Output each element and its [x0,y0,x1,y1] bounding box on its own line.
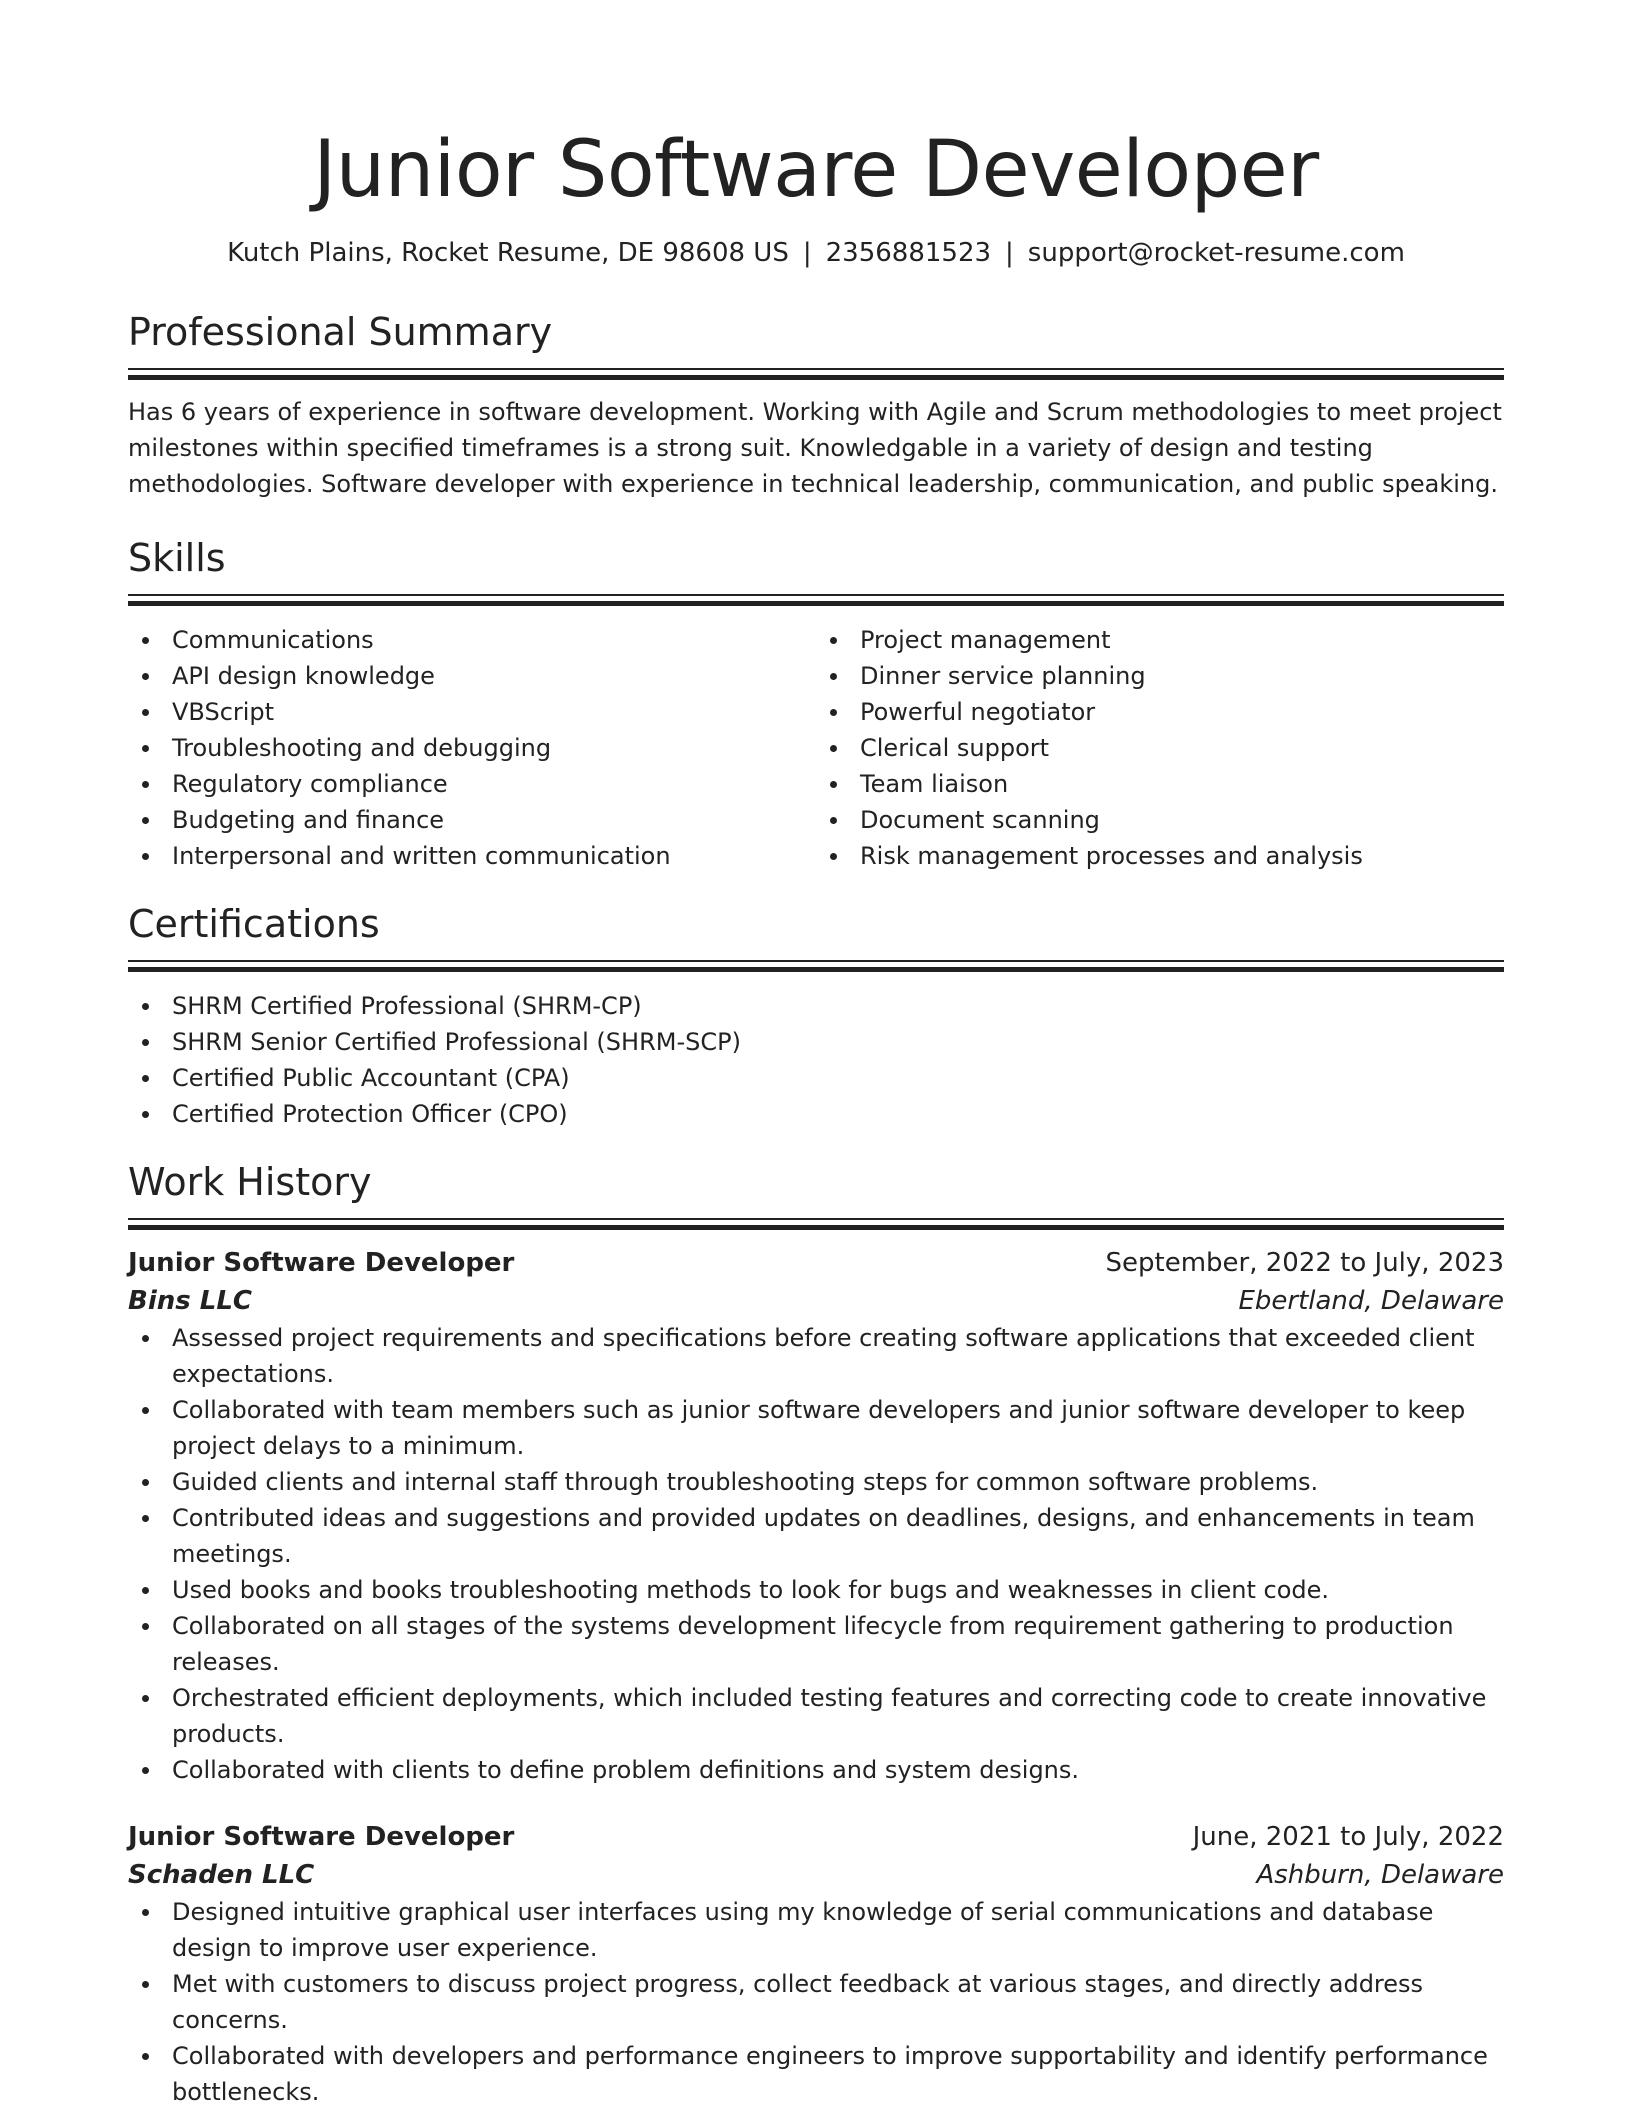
summary-text: Has 6 years of experience in software development. Working with Agile and Scrum methodologies to meet project milestones within specified timeframes is a strong suit. Knowledgable in a variety of design and testing methodologies. Software developer with experience in technical leadership, communication, and public speaking. [128,398,1502,498]
certification-item: SHRM Certified Professional (SHRM-CP) [172,988,1504,1024]
skill-item: Risk management processes and analysis [860,838,1504,874]
skills-grid [128,622,1504,874]
section-title-skills: Skills [128,536,226,580]
job-header [128,1244,1504,1282]
job-title: Junior Software Developer [128,1248,515,1278]
contact-email: support@rocket-resume.com [1027,238,1405,268]
contact-phone: 2356881523 [825,238,992,268]
contact-separator: | [802,238,812,268]
job-dates: June, 2021 to July, 2022 [1192,1822,1504,1852]
section-divider [128,960,1504,972]
skill-item: Document scanning [860,802,1504,838]
section-title-work-history: Work History [128,1160,372,1204]
job-bullet: Orchestrated efficient deployments, which included testing features and correcting code to create innovative products. [172,1680,1504,1752]
skill-item: VBScript [172,694,816,730]
resume-page [128,0,1504,2110]
job-bullet-list [128,1894,1504,2110]
skill-item: Powerful negotiator [860,694,1504,730]
section-title-summary: Professional Summary [128,310,553,354]
certification-item: SHRM Senior Certified Professional (SHRM-SCP) [172,1024,1504,1060]
section-title-certifications: Certifications [128,902,380,946]
contact-separator: | [1005,238,1014,268]
summary-section [128,308,1504,502]
certification-item: Certified Public Accountant (CPA) [172,1060,1504,1096]
job-entry [128,1818,1504,2110]
job-bullet: Contributed ideas and suggestions and provided updates on deadlines, designs, and enhancements in team meetings. [172,1500,1504,1572]
section-divider [128,368,1504,380]
job-bullet: Guided clients and internal staff through troubleshooting steps for common software problems. [172,1464,1504,1500]
skills-section [128,534,1504,874]
section-divider [128,1218,1504,1230]
job-bullet: Designed intuitive graphical user interfaces using my knowledge of serial communications and database design to improve user experience. [172,1894,1504,1966]
job-dates: September, 2022 to July, 2023 [1105,1248,1504,1278]
job-company: Bins LLC [128,1286,252,1316]
job-bullet: Collaborated with team members such as junior software developers and junior software developer to keep project delays to a minimum. [172,1392,1504,1464]
contact-address: Kutch Plains, Rocket Resume, DE 98608 US [227,238,789,268]
job-header [128,1818,1504,1856]
job-bullet-list [128,1320,1504,1788]
skill-item: Troubleshooting and debugging [172,730,816,766]
job-location: Ebertland, Delaware [1238,1286,1504,1316]
skill-item: Clerical support [860,730,1504,766]
work-history-section [128,1158,1504,2110]
skill-item: Team liaison [860,766,1504,802]
job-bullet: Collaborated with clients to define problem definitions and system designs. [172,1752,1504,1788]
contact-line [128,236,1504,270]
job-location: Ashburn, Delaware [1256,1860,1504,1890]
job-subheader [128,1856,1504,1894]
job-bullet: Assessed project requirements and specifications before creating software applications that exceeded client expectations. [172,1320,1504,1392]
job-entry [128,1244,1504,1788]
skills-right-list [816,622,1504,874]
job-company: Schaden LLC [128,1860,315,1890]
skill-item: Communications [172,622,816,658]
skill-item: Project management [860,622,1504,658]
skill-item: Dinner service planning [860,658,1504,694]
certifications-list [128,988,1504,1132]
candidate-name: Junior Software Developer [313,125,1319,215]
job-bullet: Met with customers to discuss project progress, collect feedback at various stages, and directly address concerns. [172,1966,1504,2038]
skill-item: Regulatory compliance [172,766,816,802]
skill-item: Interpersonal and written communication [172,838,816,874]
job-bullet: Collaborated with developers and performance engineers to improve supportability and identify performance bottlenecks. [172,2038,1504,2110]
certifications-section [128,900,1504,1132]
section-divider [128,594,1504,606]
job-bullet: Collaborated on all stages of the systems development lifecycle from requirement gathering to production releases. [172,1608,1504,1680]
skills-left-list [128,622,816,874]
skill-item: API design knowledge [172,658,816,694]
skill-item: Budgeting and finance [172,802,816,838]
job-title: Junior Software Developer [128,1822,515,1852]
job-subheader [128,1282,1504,1320]
certification-item: Certified Protection Officer (CPO) [172,1096,1504,1132]
job-bullet: Used books and books troubleshooting methods to look for bugs and weaknesses in client code. [172,1572,1504,1608]
